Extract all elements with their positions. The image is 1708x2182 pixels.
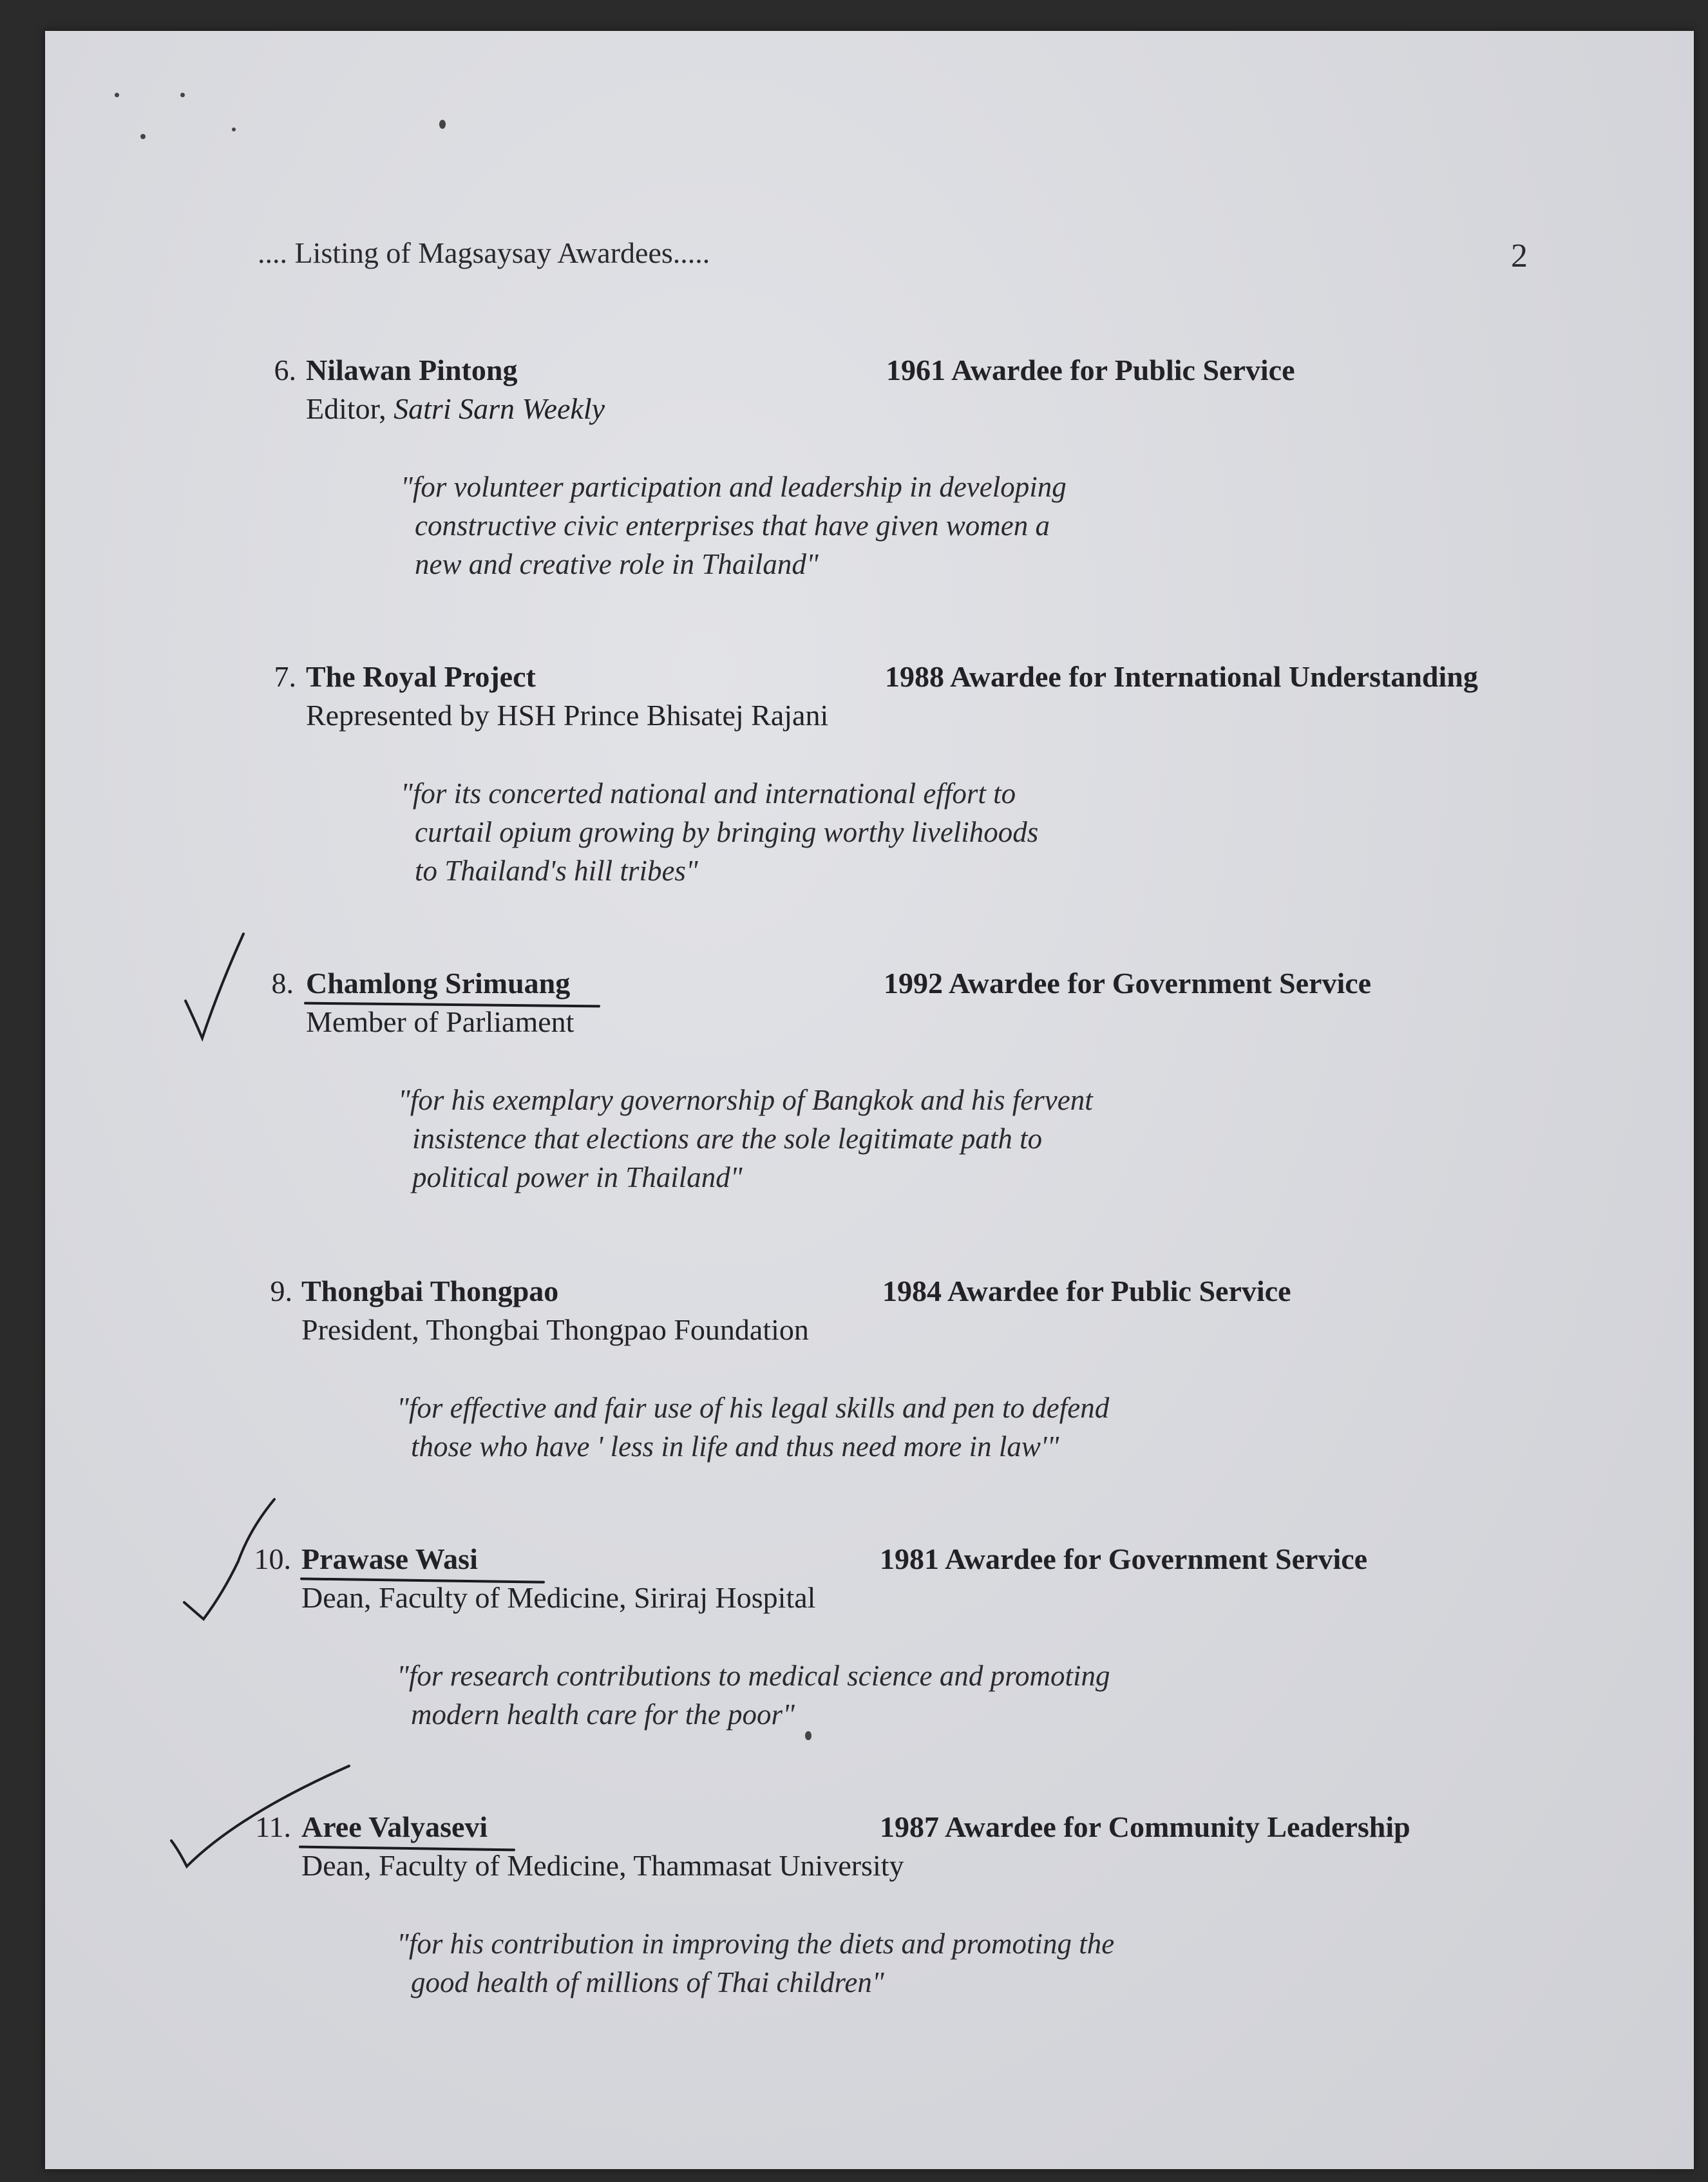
awardee-role: Represented by HSH Prince Bhisatej Rajani: [306, 699, 829, 732]
check-mark-icon: [180, 930, 258, 1059]
paper-speck: [439, 120, 446, 129]
awardee-name: Prawase Wasi: [301, 1542, 478, 1575]
awardee-name: The Royal Project: [306, 660, 536, 693]
citation-line: "for his exemplary governorship of Bangkok and his fervent: [398, 1084, 1093, 1116]
entry-number: 10.: [254, 1542, 291, 1575]
awardee-role: [306, 392, 605, 426]
citation-line: modern health care for the poor": [411, 1698, 795, 1731]
paper-speck: [180, 93, 185, 97]
citation-line: "for volunteer participation and leadership in developing: [401, 471, 1067, 503]
entry-number: 7.: [274, 660, 296, 693]
entry-number: 9.: [270, 1275, 292, 1307]
citation-line: constructive civic enterprises that have given women a: [415, 509, 1050, 542]
award-title: 1992 Awardee for Government Service: [884, 967, 1372, 1000]
award-citation: [397, 1656, 1110, 1734]
award-title: 1961 Awardee for Public Service: [886, 354, 1295, 386]
paper-speck: [140, 134, 146, 139]
awardee-name: Chamlong Srimuang: [306, 967, 571, 1000]
citation-line: to Thailand's hill tribes": [415, 855, 698, 887]
citation-line: "for its concerted national and international effort to: [401, 777, 1016, 810]
award-title: 1988 Awardee for International Understanding: [885, 660, 1478, 693]
entry-number: 11.: [255, 1810, 291, 1843]
entry-number: 8.: [271, 967, 294, 1000]
page-header: .... Listing of Magsaysay Awardees.....: [258, 236, 710, 269]
award-citation: [401, 468, 1067, 583]
citation-line: "for research contributions to medical science and promoting: [397, 1660, 1110, 1692]
award-citation: [397, 1389, 1109, 1466]
paper-speck: [232, 128, 236, 131]
check-mark-icon: [167, 1763, 361, 1879]
citation-line: those who have ' less in life and thus need more in law'": [411, 1430, 1059, 1463]
awardee-name: Thongbai Thongpao: [301, 1275, 559, 1307]
document-page: [45, 31, 1694, 2169]
check-mark-icon: [178, 1497, 294, 1626]
awardee-role: Dean, Faculty of Medicine, Siriraj Hospital: [301, 1581, 816, 1614]
award-title: 1984 Awardee for Public Service: [882, 1275, 1291, 1307]
award-citation: [401, 774, 1038, 890]
citation-line: good health of millions of Thai children": [411, 1966, 884, 1998]
citation-line: "for his contribution in improving the diets and promoting the: [397, 1928, 1115, 1960]
role-publication: Satri Sarn Weekly: [394, 392, 605, 425]
citation-line: curtail opium growing by bringing worthy livelihoods: [415, 816, 1039, 848]
award-citation: [397, 1924, 1114, 2002]
citation-line: "for effective and fair use of his legal skills and pen to defend: [397, 1392, 1110, 1424]
paper-speck: [115, 93, 119, 97]
awardee-name: Aree Valyasevi: [301, 1810, 488, 1843]
citation-line: new and creative role in Thailand": [415, 548, 819, 580]
award-title: 1987 Awardee for Community Leadership: [880, 1810, 1410, 1843]
awardee-role: President, Thongbai Thongpao Foundation: [301, 1313, 809, 1346]
awardee-role: Member of Parliament: [306, 1005, 574, 1038]
awardee-name: Nilawan Pintong: [306, 354, 518, 386]
role-prefix: Editor,: [306, 392, 394, 425]
awardee-role: Dean, Faculty of Medicine, Thammasat University: [301, 1849, 904, 1882]
citation-line: insistence that elections are the sole legitimate path to: [412, 1123, 1043, 1155]
award-title: 1981 Awardee for Government Service: [880, 1542, 1368, 1575]
page-number: 2: [1511, 238, 1528, 274]
entry-number: 6.: [274, 354, 296, 386]
citation-line: political power in Thailand": [412, 1161, 743, 1193]
award-citation: [398, 1081, 1093, 1197]
